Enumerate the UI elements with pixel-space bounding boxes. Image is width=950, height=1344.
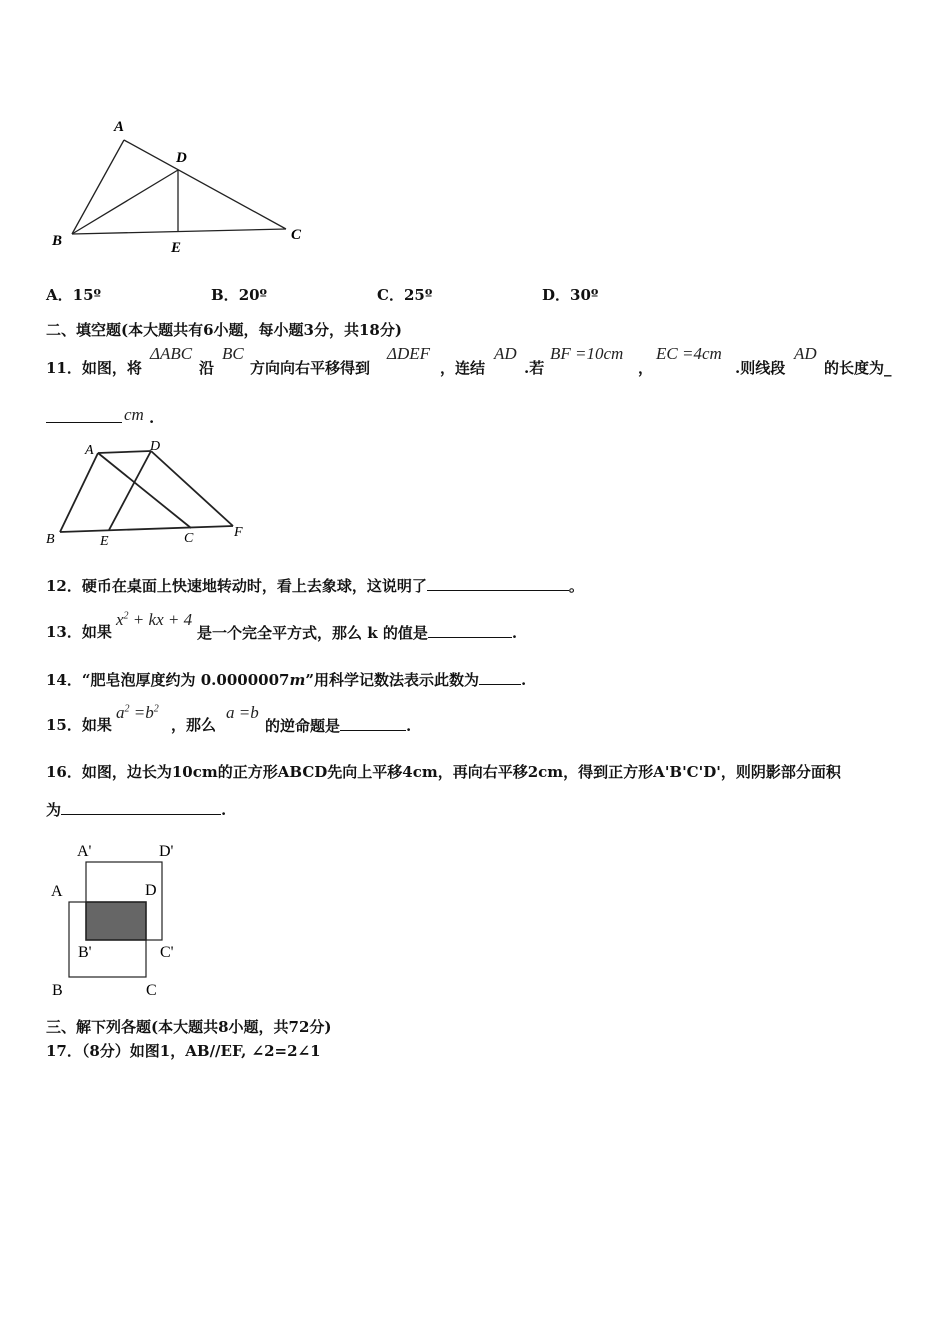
option-b-value: 20º bbox=[238, 286, 268, 304]
option-a-letter: A． bbox=[46, 286, 73, 304]
q15-math-exp1: 2 bbox=[124, 703, 130, 715]
q14-answer-blank[interactable] bbox=[479, 670, 521, 685]
q16-end: . bbox=[221, 801, 227, 819]
q11-math-ec: EC =4cm bbox=[656, 344, 722, 363]
option-c[interactable] bbox=[377, 286, 432, 304]
translation-figure bbox=[40, 438, 260, 553]
point-b-label: B bbox=[52, 233, 63, 249]
q13-rest bbox=[197, 623, 517, 642]
q12-end: 。 bbox=[568, 577, 584, 595]
q13-num: 13．如果 bbox=[46, 623, 112, 641]
q11-math-abc: ΔABC bbox=[150, 344, 193, 363]
q15-math-1 bbox=[116, 703, 159, 723]
q13-end: . bbox=[511, 624, 518, 642]
q12-text bbox=[46, 576, 584, 595]
point-e-label: E bbox=[100, 534, 109, 549]
square-figure bbox=[40, 832, 200, 1004]
q13-math bbox=[116, 610, 192, 630]
point-a-label: A bbox=[51, 883, 63, 900]
q11-unit: cm bbox=[124, 405, 144, 424]
q14-var: m bbox=[289, 671, 306, 689]
point-d-label: D bbox=[145, 882, 157, 899]
point-c-label: C bbox=[291, 227, 302, 243]
q11-end: . bbox=[149, 409, 155, 427]
q11-math-ad2: AD bbox=[794, 344, 817, 363]
q16-line2 bbox=[46, 800, 226, 819]
q12-answer-blank[interactable] bbox=[427, 576, 569, 591]
q11-t3: ，连结 bbox=[440, 359, 486, 377]
q15-math-eq: =b bbox=[129, 703, 154, 722]
q15-rest bbox=[265, 716, 411, 735]
section-2-heading: 二、填空题(本大题共有6小题，每小题3分，共18分) bbox=[46, 321, 402, 339]
q14-stem-2: ”用科学记数法表示此数为 bbox=[305, 671, 479, 689]
option-d[interactable] bbox=[542, 286, 598, 304]
segment-ab bbox=[60, 453, 98, 532]
option-b-letter: B． bbox=[211, 286, 239, 304]
q13-answer-blank[interactable] bbox=[428, 623, 512, 638]
q14-text bbox=[46, 670, 526, 689]
segment-bc bbox=[72, 229, 286, 234]
q11-answer-blank[interactable] bbox=[46, 422, 122, 423]
q13-math-rest: + kx + 4 bbox=[128, 610, 193, 629]
q11-math-bc: BC bbox=[222, 344, 244, 363]
segment-ad bbox=[98, 451, 151, 453]
point-d-label: D bbox=[176, 150, 187, 166]
q11-t7: 的长度为_ bbox=[824, 359, 892, 377]
q14-stem-1: 14．“肥皂泡厚度约为 0.0000007 bbox=[46, 671, 290, 689]
q16-line1: 16．如图，边长为10cm的正方形ABCD先向上平移4cm，再向右平移2cm，得到正方形A'B'C'D'，则阴影部分面积 bbox=[46, 763, 841, 781]
q16-answer-blank[interactable] bbox=[61, 800, 221, 815]
q14-end: . bbox=[520, 671, 527, 689]
point-d-label: D bbox=[150, 439, 161, 454]
q11-t4: .若 bbox=[524, 359, 545, 377]
q15-math-exp2: 2 bbox=[153, 703, 159, 715]
q12-stem: 12．硬币在桌面上快速地转动时，看上去象球，这说明了 bbox=[46, 577, 427, 595]
q15-end: . bbox=[406, 717, 412, 735]
point-a-label: A bbox=[85, 443, 94, 458]
q15-math-a: a bbox=[116, 703, 125, 722]
q11-t2: 方向向右平移得到 bbox=[250, 359, 371, 377]
option-a-value: 15º bbox=[72, 286, 102, 304]
q15-math-2: a =b bbox=[226, 703, 259, 722]
point-b-label: B bbox=[46, 532, 55, 547]
q11-num: 11．如图，将 bbox=[46, 359, 142, 377]
q15-t1: ，那么 bbox=[171, 716, 217, 734]
segment-ac bbox=[124, 140, 286, 229]
q13-stem: 是一个完全平方式，那么 k 的值是 bbox=[197, 624, 428, 642]
q11-t1: 沿 bbox=[199, 359, 215, 377]
point-d-prime-label: D' bbox=[159, 843, 174, 860]
section-3-heading: 三、解下列各题(本大题共8小题，共72分) bbox=[46, 1018, 332, 1036]
option-c-value: 25º bbox=[403, 286, 433, 304]
q11-math-bf: BF =10cm bbox=[550, 344, 624, 363]
q15-stem: 的逆命题是 bbox=[265, 717, 341, 735]
point-b-prime-label: B' bbox=[78, 944, 92, 961]
point-b-label: B bbox=[52, 982, 63, 999]
shaded-region bbox=[86, 902, 146, 940]
q13-math-exp: 2 bbox=[123, 610, 129, 622]
q11-math-ad: AD bbox=[494, 344, 517, 363]
point-a-label: A bbox=[114, 119, 125, 135]
option-a[interactable] bbox=[46, 286, 101, 304]
q11-math-def: ΔDEF bbox=[387, 344, 431, 363]
point-a-prime-label: A' bbox=[77, 843, 92, 860]
point-c-label: C bbox=[184, 531, 194, 546]
q15-answer-blank[interactable] bbox=[340, 716, 406, 731]
q16-stem: 为 bbox=[46, 801, 62, 819]
point-f-label: F bbox=[234, 525, 243, 540]
q13-math-base: x bbox=[116, 610, 124, 629]
point-c-prime-label: C' bbox=[160, 944, 174, 961]
q17-text: 17．（8分）如图1，AB//EF, ∠2=2∠1 bbox=[46, 1042, 321, 1060]
segment-bd bbox=[72, 170, 178, 234]
triangle-figure bbox=[40, 110, 340, 260]
option-d-value: 30º bbox=[570, 286, 599, 304]
q11-t5: ， bbox=[638, 359, 654, 377]
point-e-label: E bbox=[171, 240, 182, 256]
segment-bf bbox=[60, 526, 233, 532]
segment-ab bbox=[72, 140, 124, 234]
q11-t6: .则线段 bbox=[735, 359, 786, 377]
option-b[interactable] bbox=[211, 286, 267, 304]
point-c-label: C bbox=[146, 982, 157, 999]
option-c-letter: C． bbox=[377, 286, 404, 304]
option-d-letter: D． bbox=[542, 286, 571, 304]
q15-num: 15．如果 bbox=[46, 716, 112, 734]
segment-df bbox=[151, 451, 233, 526]
